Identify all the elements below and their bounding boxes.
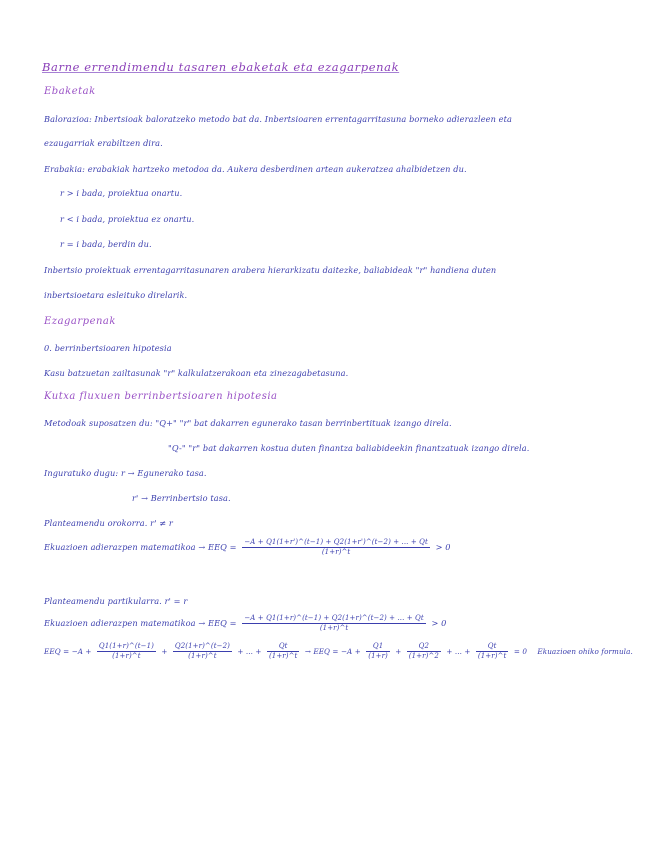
- text-line: 0. berrinbertsioaren hipotesia: [44, 343, 172, 353]
- denominator: (1+r)^2: [408, 652, 439, 660]
- formula-tail: > 0: [435, 542, 451, 552]
- text-line: Inbertsio proiektuak errentagarritasunaren arabera hierarkizatu daitezke, baliabideak "r" handiena duten: [44, 265, 497, 275]
- numerator: Qt: [267, 642, 300, 652]
- formula-expanded: EEQ = −A + $\frac{Q1(1+r)\^{}(t-1)}{(1+r)\^{}t}$ + $\frac{Q2(1+r)\^{}(t-2)}{(1+r)\^{}t}$ + ... + $\frac{Qt}{(1+r)\^{}t}$ → EEQ = −A + $\frac{Q1}{(1+r)}$ + $\frac{Q2}{(1+r)\^{}2}$ + ... + $\frac{Qt}{(1+r)\^{}t}$ = 0 Ekuazioen ohiko formula.: [44, 642, 633, 660]
- formula-label: Ekuazioen adierazpen matematikoa → EEQ =: [44, 542, 237, 552]
- text-line: inbertsioetara esleituko direlarik.: [44, 290, 188, 300]
- text-line: Balorazioa: Inbertsioak baloratzeko metodo bat da. Inbertsioaren errentagarritasuna borneko adierazleen eta: [44, 114, 512, 124]
- section-heading-orokorra: Planteamendu orokorra. r' ≠ r: [44, 518, 173, 528]
- fraction: [476, 642, 509, 661]
- fraction: [366, 642, 390, 661]
- denominator: (1+r)^t: [477, 652, 507, 660]
- text-line: Inguratuko dugu: r → Egunerako tasa.: [44, 468, 207, 478]
- numerator: Q2(1+r)^(t−2): [174, 642, 230, 650]
- text-line: r = i bada, berdin du.: [60, 239, 152, 249]
- section-heading-partikularra: Planteamendu partikularra. r' = r: [44, 596, 188, 606]
- text-line: r < i bada, proiektua ez onartu.: [60, 214, 195, 224]
- formula-partikularra: [44, 614, 447, 633]
- denominator: (1+r): [368, 652, 388, 660]
- numerator: Q1(1+r)^(t−1): [98, 642, 154, 650]
- section-heading-ezagarpenak: Ezagarpenak: [44, 316, 116, 327]
- formula-label: Ekuazioen adierazpen matematikoa → EEQ =: [44, 618, 237, 628]
- eq-arrow: → EEQ = −A +: [304, 647, 361, 656]
- eq-end: = 0: [513, 647, 527, 656]
- denominator: (1+r)^t: [319, 624, 349, 632]
- fraction: [97, 642, 156, 661]
- section-heading-hipotesia: Kutxa fluxuen berrinbertsioaren hipotesia: [44, 391, 278, 402]
- fraction: [267, 642, 300, 661]
- formula-orokorra: [44, 538, 451, 557]
- text-line: r' → Berrinbertsio tasa.: [132, 493, 231, 503]
- numerator: Q1: [366, 642, 390, 652]
- eq-mid: + ... +: [237, 647, 262, 656]
- page-title: Barne errendimendu tasaren ebaketak eta ezagarpenak: [42, 60, 400, 74]
- numerator: −A + Q1(1+r')^(t−1) + Q2(1+r')^(t−2) + ... + Qt: [244, 538, 428, 546]
- text-line: Erabakia: erabakiak hartzeko metodoa da. Aukera desberdinen artean aukeratzea ahalbidetzen du.: [44, 164, 467, 174]
- text-line: Metodoak suposatzen du: "Q+" "r" bat dakarren egunerako tasan berrinbertituak izango direla.: [44, 418, 452, 428]
- text-line: "Q-" "r" bat dakarren kostua duten finantza baliabideekin finantzatuak izango direla.: [168, 443, 530, 453]
- fraction: [173, 642, 232, 661]
- denominator: (1+r)^t: [268, 652, 298, 660]
- eq-prefix: EEQ = −A +: [44, 647, 92, 656]
- eq-note: Ekuazioen ohiko formula.: [537, 647, 633, 656]
- fraction: [242, 614, 425, 633]
- formula-tail: > 0: [431, 618, 447, 628]
- fraction: [242, 538, 430, 557]
- denominator: (1+r)^t: [188, 652, 217, 660]
- numerator: −A + Q1(1+r)^(t−1) + Q2(1+r)^(t−2) + ... + Qt: [244, 614, 424, 622]
- text-line: r > i bada, proiektua onartu.: [60, 188, 183, 198]
- text-line: Kasu batzuetan zailtasunak "r" kalkulatzerakoan eta zinezagabetasuna.: [44, 368, 349, 378]
- fraction: [407, 642, 441, 661]
- section-heading-ebaketak: Ebaketak: [44, 86, 96, 97]
- numerator: Q2: [407, 642, 441, 652]
- numerator: Qt: [476, 642, 509, 652]
- denominator: (1+r)^t: [112, 652, 141, 660]
- denominator: (1+r)^t: [321, 548, 351, 556]
- text-line: ezaugarriak erabiltzen dira.: [44, 138, 163, 148]
